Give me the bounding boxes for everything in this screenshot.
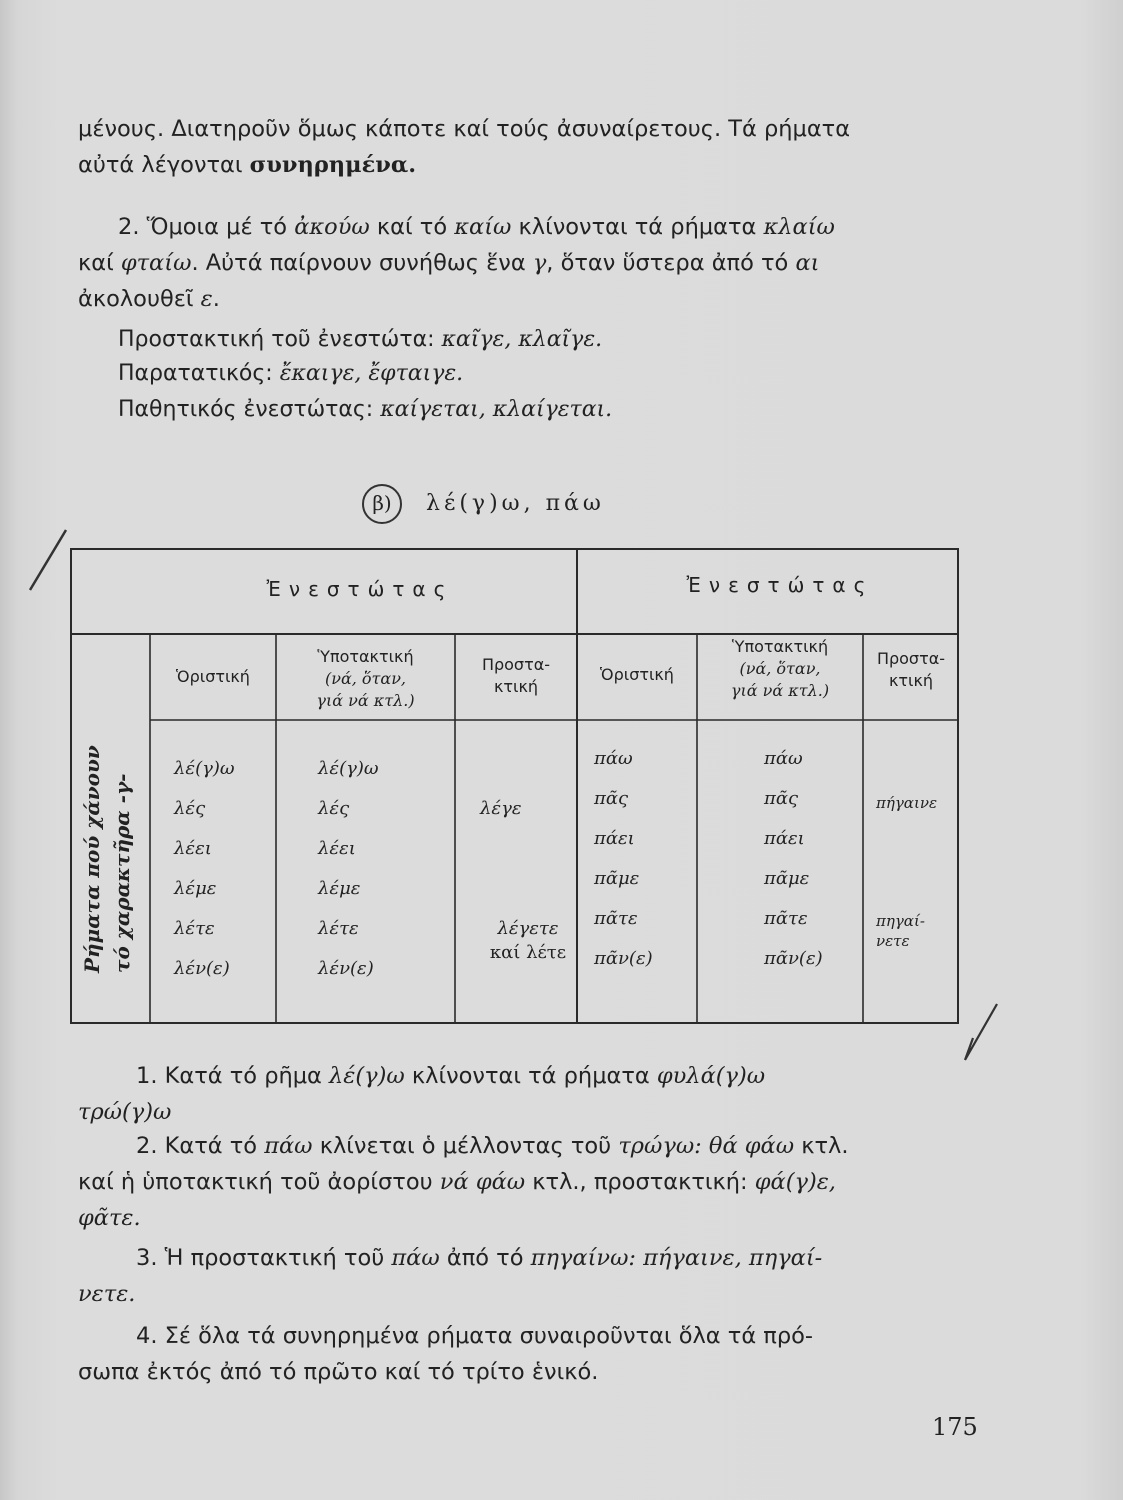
pen-mark-right (955, 998, 1005, 1068)
intro-line-1: μένους. Διατηροῦν ὅμως κάποτε καί τούς ἀσυναίρετους. Τά ρήματα (78, 116, 851, 142)
pen-mark-left (22, 526, 72, 596)
intro-paragraph (78, 111, 953, 183)
note-2: 2. Κατά τό πάω κλίνεται ὁ μέλλοντας τοῦ τρώγω: θά φάω κτλ. καί ἡ ὑποτακτική τοῦ ἀορίστου νά φάω κτλ., προστακτική: φά(γ)ε, φᾶτε. (78, 1133, 849, 1231)
col-header-ypotaktiki-2: Ὑποτακτική (νά, ὅταν, γιά νά κτλ.) (730, 637, 830, 700)
lego-prostaktiki-cell: λέγε (480, 798, 522, 819)
group-header-right: Ἐνεστώτας (686, 573, 874, 597)
note-3: 3. Ἡ προστακτική τοῦ πάω ἀπό τό πηγαίνω: πήγαινε, πηγαί- νετε. (78, 1245, 823, 1307)
lego-prostaktiki-plural: λέγετε καί λέτε (489, 918, 567, 963)
col-header-ypotaktiki-1: Ὑποτακτική (νά, ὅταν, γιά νά κτλ.) (316, 647, 415, 710)
col-header-oristiki-2: Ὁριστική (600, 665, 674, 684)
pao-ypotaktiki-column: πάω πᾶς πάει πᾶμε πᾶτε πᾶν(ε) (764, 748, 823, 969)
section-marker: β) (362, 484, 402, 524)
col-header-prostaktiki-2: Προστα- κτική (876, 649, 946, 690)
row-label-line-1: Ρήματα πού χάνουν (80, 745, 104, 973)
group-header-left: Ἐνεστώτας (266, 577, 454, 601)
term-synirimena: συνηρημένα. (249, 152, 417, 178)
paragraph-2: 2. Ὅμοια μέ τό ἀκούω καί τό καίω κλίνονται τά ρήματα κλαίω καί φταίω. Αὐτά παίρνουν συνήθως ἕνα γ, ὅταν ὕστερα ἀπό τό αι ἀκολουθεῖ ε. (78, 214, 835, 312)
page-number: 175 (932, 1413, 978, 1441)
section-heading (362, 484, 605, 524)
note-4: 4. Σέ ὅλα τά συνηρημένα ρήματα συναιροῦνται ὅλα τά πρό- σωπα ἐκτός ἀπό τό πρῶτο καί τό τρίτο ἑνικό. (78, 1323, 814, 1385)
lego-ypotaktiki-column: λέ(γ)ω λές λέει λέμε λέτε λέν(ε) (318, 758, 379, 979)
conjugation-table (70, 548, 960, 1024)
example-line-1: Προστακτική τοῦ ἐνεστώτα: καῖγε, κλαῖγε. (118, 327, 603, 352)
pao-prostaktiki-plural: πηγαί- νετε (876, 912, 925, 950)
pao-prostaktiki-singular: πήγαινε (876, 794, 937, 812)
col-header-oristiki-1: Ὁριστική (176, 667, 250, 686)
example-line-2: Παρατατικός: ἔκαιγε, ἔφταιγε. (118, 361, 464, 386)
intro-line-2: αὐτά λέγονται συνηρημένα. (78, 152, 417, 178)
row-label-line-2: τό χαρακτῆρα -γ- (110, 773, 134, 973)
lego-oristiki-column: λέ(γ)ω λές λέει λέμε λέτε λέν(ε) (174, 758, 235, 979)
note-1: 1. Κατά τό ρῆμα λέ(γ)ω κλίνονται τά ρήματα φυλά(γ)ω τρώ(γ)ω (78, 1063, 766, 1125)
pao-oristiki-column: πάω πᾶς πάει πᾶμε πᾶτε πᾶν(ε) (594, 748, 653, 969)
example-line-3: Παθητικός ἐνεστώτας: καίγεται, κλαίγεται. (118, 397, 613, 422)
col-header-prostaktiki-1: Προστα- κτική (481, 655, 551, 696)
section-title-text: λέ(γ)ω, πάω (426, 491, 605, 516)
